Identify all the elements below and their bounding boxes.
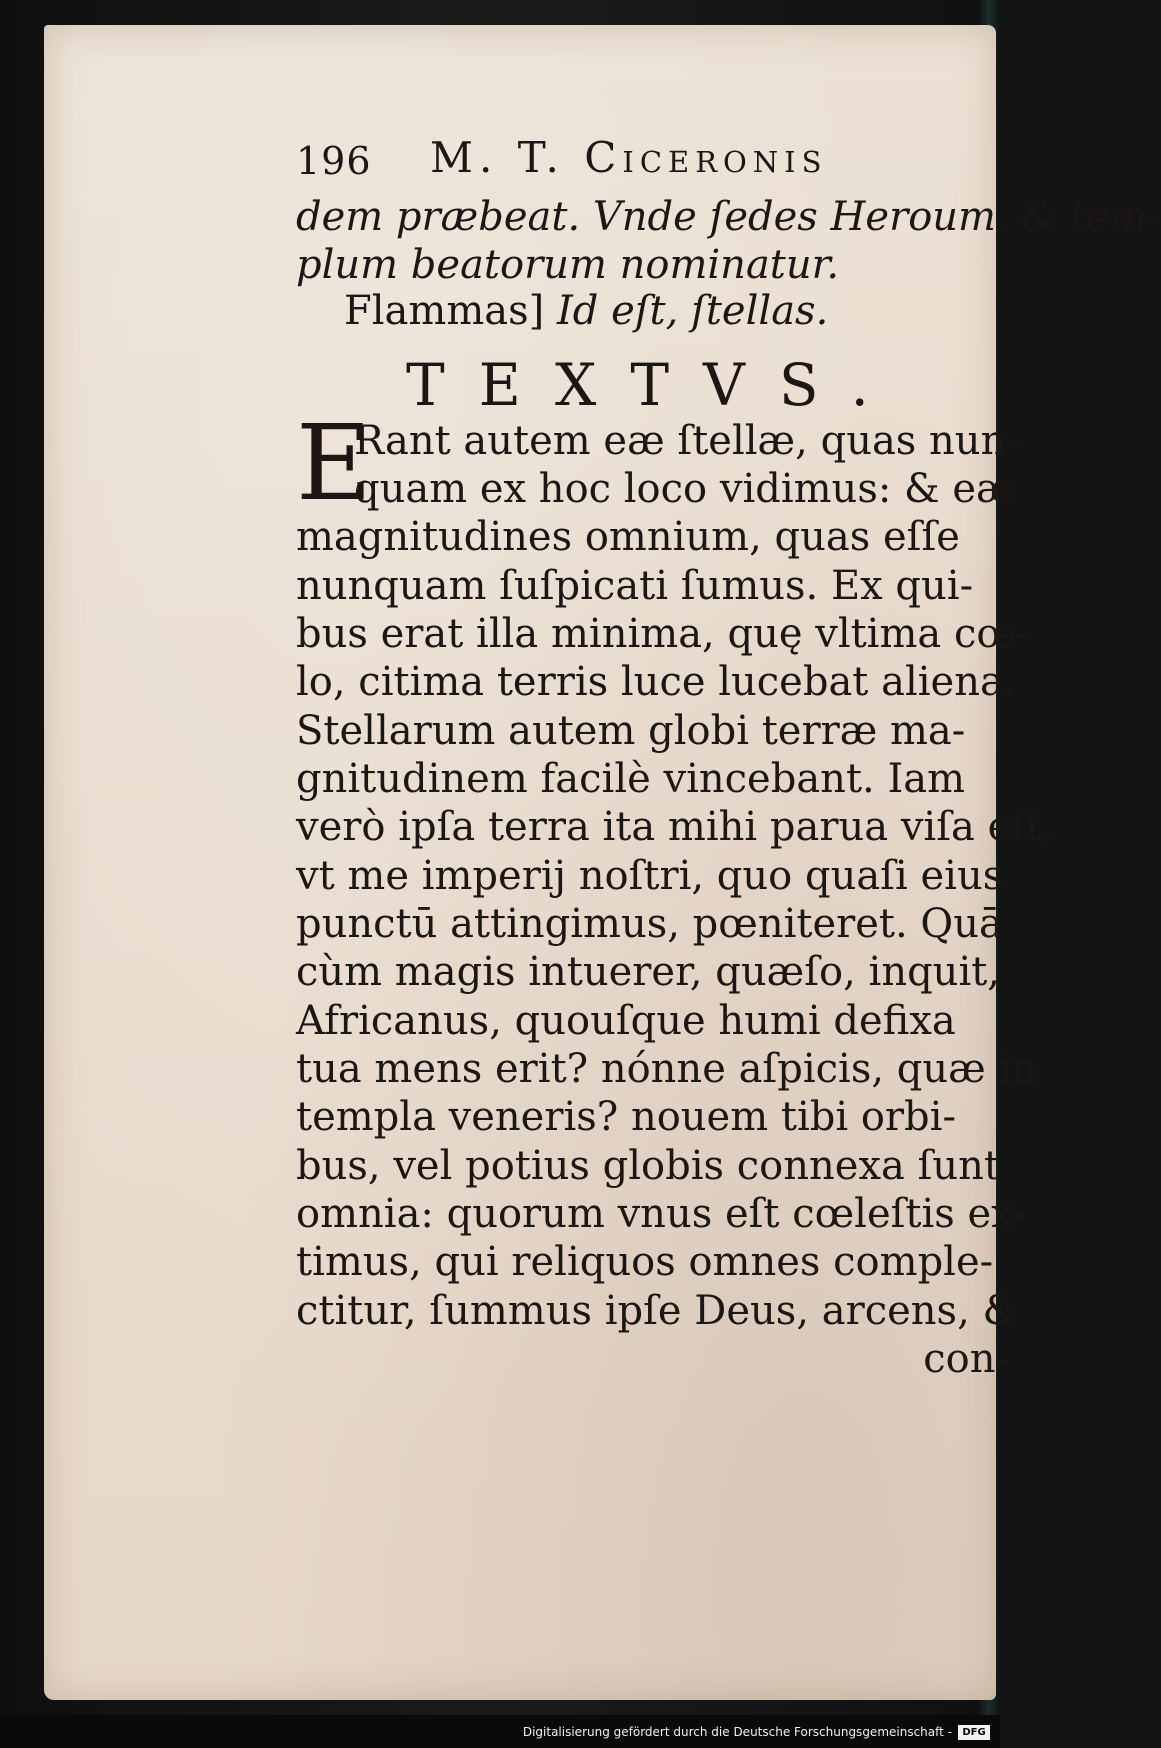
body-line: bus erat illa minima, quę vltima cœ- xyxy=(296,611,1030,657)
running-title: M. T. Ciceronis xyxy=(430,133,828,182)
body-line: bus, vel potius globis connexa ſunt xyxy=(296,1143,1000,1189)
gloss-lemma: Flammas] xyxy=(344,288,545,334)
gloss-note: Id eſt, ſtellas. xyxy=(556,288,829,334)
body-line: omnia: quorum vnus eſt cœleſtis ex- xyxy=(296,1191,1027,1237)
running-head xyxy=(296,133,1011,193)
body-line: punctū attingimus, pœniteret. Quā xyxy=(296,901,1003,947)
page-number: 196 xyxy=(296,139,372,183)
catchword: con- xyxy=(923,1336,1009,1382)
body-line: templa veneris? nouem tibi orbi- xyxy=(296,1094,956,1140)
body-line: nunquam ſuſpicati ſumus. Ex qui- xyxy=(296,563,974,609)
body-line: quam ex hoc loco vidimus: & eæ xyxy=(354,466,1014,512)
gloss-line xyxy=(344,285,1059,337)
section-heading: TEXTVS. xyxy=(406,351,903,419)
body-line: cùm magis intuerer, quæſo, inquit, xyxy=(296,949,1001,995)
commentary-line: dem præbeat. Vnde ſedes Heroum, & tem- xyxy=(296,194,1161,240)
drop-initial: E xyxy=(296,402,372,524)
digitization-footer xyxy=(0,1715,1000,1748)
body-line: timus, qui reliquos omnes comple- xyxy=(296,1239,994,1285)
body-line: ctitur, ſummus ipſe Deus, arcens, & xyxy=(296,1288,1019,1334)
funding-note: Digitalisierung gefördert durch die Deutsche Forschungsgemeinschaft - xyxy=(522,1725,952,1739)
body-line: Africanus, quouſque humi defixa xyxy=(296,998,956,1044)
body-line: tua mens erit? nónne aſpicis, quæ in xyxy=(296,1046,1038,1092)
dfg-logo: DFG xyxy=(958,1725,990,1740)
body-line: vt me imperij noſtri, quo quaſi eius xyxy=(296,853,1004,899)
commentary-line: plum beatorum nominatur. xyxy=(296,242,840,288)
body-line: Stellarum autem globi terræ ma- xyxy=(296,708,966,754)
body-line: gnitudinem facilè vincebant. Iam xyxy=(296,756,966,802)
book-page xyxy=(44,25,1161,1700)
body-line: lo, citima terris luce lucebat aliena. xyxy=(296,659,1017,705)
body-line: Rant autem eæ ſtellæ, quas nun- xyxy=(354,418,1020,464)
body-line: verò ipſa terra ita mihi parua viſa eſt, xyxy=(296,804,1055,850)
body-line: magnitudines omnium, quas eſſe xyxy=(296,514,960,560)
